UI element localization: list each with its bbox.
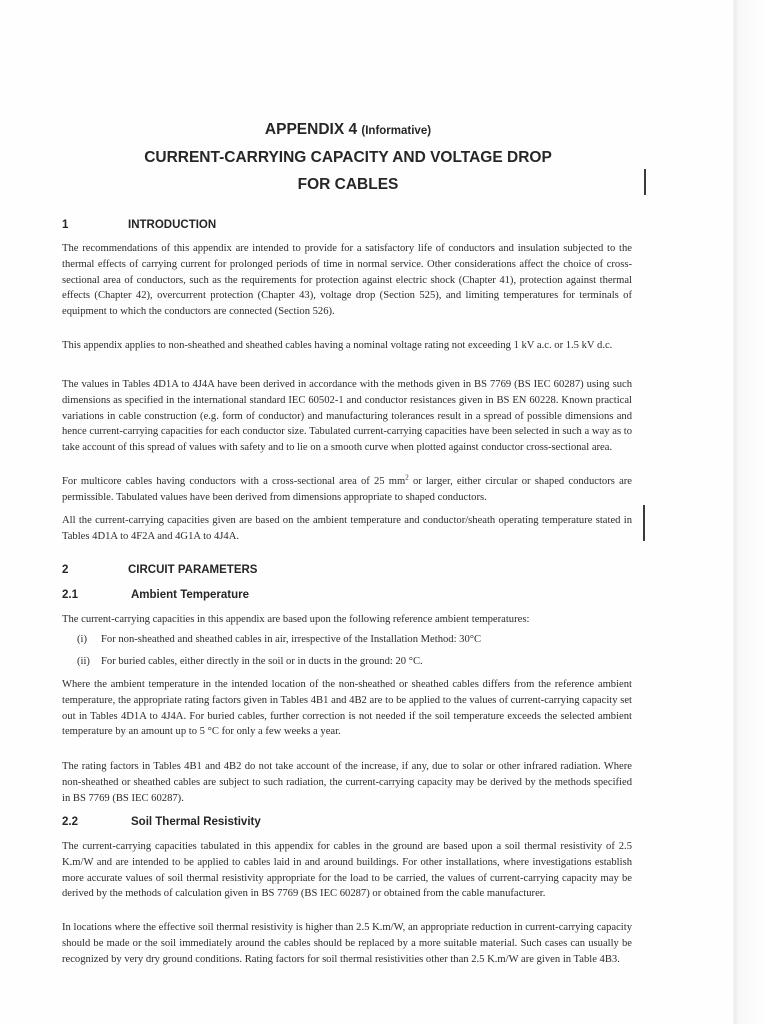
paragraph-intro-voltage: This appendix applies to non-sheathed and sheathed cables having a nominal voltage rating not exceeding 1 kV a.c. or 1.5 kV d.c. [62, 340, 613, 351]
superscript: 2 [405, 473, 409, 482]
section-number: 2.1 [62, 589, 78, 601]
paragraph-ambient-rating-factors: Where the ambient temperature in the intended location of the non-sheathed or sheathed cables differs from the reference ambient temperature, the appropriate rating factors given in Tables 4B1 and 4B2 are to be applied to the values of current-carrying capacity set out in Tables 4D1A to 4J4A. For buried cables, further correction is not needed if the soil temperature exceeds the selected ambient temperature by an amount up to 5 °C for only a few weeks a year. [62, 679, 632, 738]
section-title: INTRODUCTION [128, 219, 217, 231]
paragraph-ambient-reference: The current-carrying capacities in this appendix are based upon the following reference ambient temperatures: [62, 614, 530, 625]
text-run: or larger, either circular or shaped conductors are permissible. Tabulated values have been derived from dimensions appropriate to shaped conductors. [62, 476, 632, 503]
informative-label: (Informative) [361, 125, 432, 137]
paragraph-intro-multicore [62, 474, 632, 506]
section-number: 2.2 [62, 816, 78, 828]
change-bar-title [644, 169, 646, 195]
list-item [77, 654, 637, 670]
paragraph-intro-scope: The recommendations of this appendix are intended to provide for a satisfactory life of conductors and insulation subjected to the thermal effects of carrying current for prolonged periods of time in normal service. Other considerations affect the choice of cross-sectional area of conductors, such as the requirements for protection against electric shock (Chapter 41), protection against thermal effects (Chapter 42), overcurrent protection (Chapter 43), voltage drop (Section 525), and limiting temperatures for terminals of equipment to which the conductors are connected (Section 526). [62, 243, 632, 318]
section-number: 2 [62, 564, 69, 576]
list-marker: (ii) [77, 656, 90, 667]
paragraph-soil-resistivity: The current-carrying capacities tabulated in this appendix for cables in the ground are based upon a soil thermal resistivity of 2.5 K.m/W and are intended to be applied to cables laid in and around buildings. For other installations, where investigations establish more accurate values of soil thermal resistivity appropriate for the load to be carried, the values of current-carrying capacity may be derived by the methods of calculation given in BS 7769 (BS IEC 60287) or obtained from the cable manufacturer. [62, 841, 632, 900]
document-title-line-2: FOR CABLES [297, 176, 399, 193]
paragraph-ambient-radiation: The rating factors in Tables 4B1 and 4B2 do not take account of the increase, if any, due to solar or other infrared radiation. Where non-sheathed or sheathed cables are subject to such radiation, the current-carrying capacity may be derived by the methods specified in BS 7769 (BS IEC 60287). [62, 761, 632, 804]
paragraph-soil-reduction: In locations where the effective soil thermal resistivity is higher than 2.5 K.m/W, an appropriate reduction in current-carrying capacity should be made or the soil immediately around the cables should be replaced by a more suitable material. Such cases can usually be recognized by very dry ground conditions. Rating factors for soil thermal resistivities other than 2.5 K.m/W are given in Table 4B3. [62, 922, 632, 965]
section-number: 1 [62, 219, 69, 231]
text-run: For multicore cables having conductors with a cross-sectional area of 25 mm [62, 476, 406, 487]
paragraph-intro-tables: The values in Tables 4D1A to 4J4A have been derived in accordance with the methods given in BS 7769 (BS IEC 60287) using such dimensions as specified in the international standard IEC 60502-1 and conductor resistances given in BS EN 60228. Known practical variations in cable construction (e.g. form of conductor) and manufacturing tolerances result in a spread of possible dimensions and hence current-carrying capacities for each conductor size. Tabulated current-carrying capacities have been selected in such a way as to take account of this spread of values with safety and to lie on a smooth curve when plotted against conductor cross-sectional area. [62, 379, 632, 454]
page-edge-shadow [733, 0, 768, 1024]
appendix-number: APPENDIX 4 [264, 121, 358, 138]
list-item [77, 632, 637, 648]
section-title: CIRCUIT PARAMETERS [128, 564, 258, 576]
list-text: For buried cables, either directly in the soil or in ducts in the ground: 20 °C. [101, 656, 423, 667]
section-title: Ambient Temperature [131, 589, 250, 601]
appendix-title [60, 120, 636, 141]
list-marker: (i) [77, 634, 87, 645]
change-bar-intro [643, 505, 645, 541]
document-title-line-1: CURRENT-CARRYING CAPACITY AND VOLTAGE DROP [144, 149, 552, 166]
list-text: For non-sheathed and sheathed cables in air, irrespective of the Installation Method: 30°C [101, 634, 482, 645]
section-title: Soil Thermal Resistivity [131, 816, 261, 828]
paragraph-intro-basis: All the current-carrying capacities given are based on the ambient temperature and conductor/sheath operating temperature stated in Tables 4D1A to 4F2A and 4G1A to 4J4A. [62, 515, 632, 542]
